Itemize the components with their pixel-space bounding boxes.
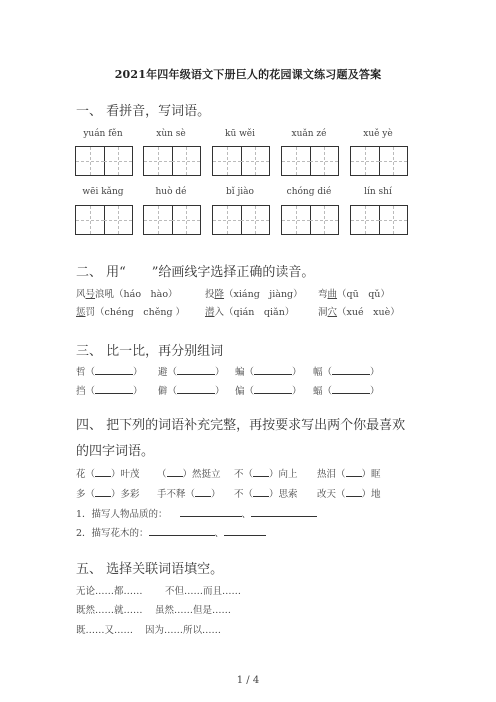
compare-item: 避（ ） <box>158 367 225 378</box>
writing-grid[interactable] <box>350 205 408 235</box>
writing-grid[interactable] <box>350 146 408 176</box>
pinyin: huò dé <box>155 187 187 197</box>
writing-grid[interactable] <box>143 205 201 235</box>
connective-option: 既……又…… <box>76 625 134 636</box>
reading-item: 洞穴（xué xuè） <box>318 307 400 318</box>
pinyin: wēi kǎng <box>82 187 124 197</box>
compare-item: 蝙（ ） <box>235 367 302 378</box>
compare-item: 蝠（ ） <box>313 386 380 397</box>
reading-item: 弯曲（qū qǔ） <box>318 289 390 300</box>
answer-blank[interactable] <box>177 365 215 375</box>
answer-blank[interactable] <box>251 507 317 517</box>
idiom-item: （ ）然挺立 <box>157 469 221 480</box>
answer-blank[interactable] <box>224 526 266 536</box>
compare-item: 幅（ ） <box>313 367 380 378</box>
section-4-heading-cont: 的四字词语。 <box>76 444 155 459</box>
answer-blank[interactable] <box>346 487 362 497</box>
pinyin: bǐ jiào <box>226 187 254 197</box>
answer-blank[interactable] <box>195 487 211 497</box>
section-1-heading: 一、 看拼音，写词语。 <box>76 104 211 119</box>
answer-blank[interactable] <box>253 487 269 497</box>
writing-grid[interactable] <box>143 146 201 176</box>
answer-blank[interactable] <box>167 467 183 477</box>
answer-blank[interactable] <box>95 365 133 375</box>
reading-item: 投降（xiáng jiàng） <box>205 289 303 300</box>
compare-item: 哲（ ） <box>76 367 143 378</box>
reading-item: 风号浪吼（háo hào） <box>76 289 178 300</box>
pinyin: xuě yè <box>363 129 393 139</box>
pinyin: kū wěi <box>224 129 256 139</box>
pinyin: xùn sè <box>156 129 186 139</box>
answer-blank[interactable] <box>253 467 269 477</box>
connective-option: 既然……就…… <box>76 605 143 616</box>
idiom-item: 不（ ）向上 <box>234 469 298 480</box>
pinyin: yuán fěn <box>83 129 123 139</box>
writing-grid[interactable] <box>75 205 133 235</box>
pinyin: lín shí <box>364 187 392 197</box>
answer-blank[interactable] <box>254 365 292 375</box>
section-3-heading: 三、 比一比，再分别组词 <box>76 344 224 359</box>
page-title: 2021年四年级语文下册巨人的花园课文练习题及答案 <box>114 68 382 81</box>
answer-blank[interactable] <box>254 384 292 394</box>
answer-blank[interactable] <box>346 467 362 477</box>
idiom-item: 花（ ）叶茂 <box>76 469 140 480</box>
connective-option: 无论……都…… <box>76 586 143 597</box>
answer-blank[interactable] <box>95 384 133 394</box>
writing-grid[interactable] <box>281 146 339 176</box>
compare-item: 挡（ ） <box>76 386 143 397</box>
idiom-item: 多（ ）多彩 <box>76 489 140 500</box>
page-number: 1 / 4 <box>236 675 260 686</box>
compare-item: 僻（ ） <box>158 386 225 397</box>
writing-grid[interactable] <box>75 146 133 176</box>
question-2: 2．描写花木的： 、 <box>76 525 266 539</box>
answer-blank[interactable] <box>180 507 242 517</box>
answer-blank[interactable] <box>177 384 215 394</box>
idiom-item: 不（ ）思索 <box>234 489 298 500</box>
writing-grid[interactable] <box>212 146 270 176</box>
writing-grid[interactable] <box>212 205 270 235</box>
reading-item: 潜入（qián qiǎn） <box>205 307 295 318</box>
answer-blank[interactable] <box>332 365 370 375</box>
connective-option: 因为……所以…… <box>145 625 222 636</box>
answer-blank[interactable] <box>95 487 111 497</box>
reading-item: 惩罚（chéng chěng ） <box>76 307 186 318</box>
section-4-heading: 四、 把下列的词语补充完整，再按要求写出两个你最喜欢 <box>76 418 406 433</box>
question-1: 1．描写人物品质的： 、 <box>76 506 317 520</box>
answer-blank[interactable] <box>95 467 111 477</box>
pinyin: xuǎn zé <box>291 129 327 139</box>
writing-grid[interactable] <box>281 205 339 235</box>
idiom-item: 热泪（ ）眶 <box>317 469 381 480</box>
connective-option: 不但……而且…… <box>165 586 242 597</box>
idiom-item: 手不释（ ） <box>157 489 221 500</box>
idiom-item: 改天（ ）地 <box>317 489 381 500</box>
compare-item: 偏（ ） <box>235 386 302 397</box>
section-5-heading: 五、 选择关联词语填空。 <box>76 562 224 577</box>
pinyin: chóng dié <box>286 187 332 197</box>
answer-blank[interactable] <box>149 526 215 536</box>
answer-blank[interactable] <box>332 384 370 394</box>
connective-option: 虽然……但是…… <box>155 605 232 616</box>
section-2-heading: 二、 用“ ”给画线字选择正确的读音。 <box>76 265 315 280</box>
